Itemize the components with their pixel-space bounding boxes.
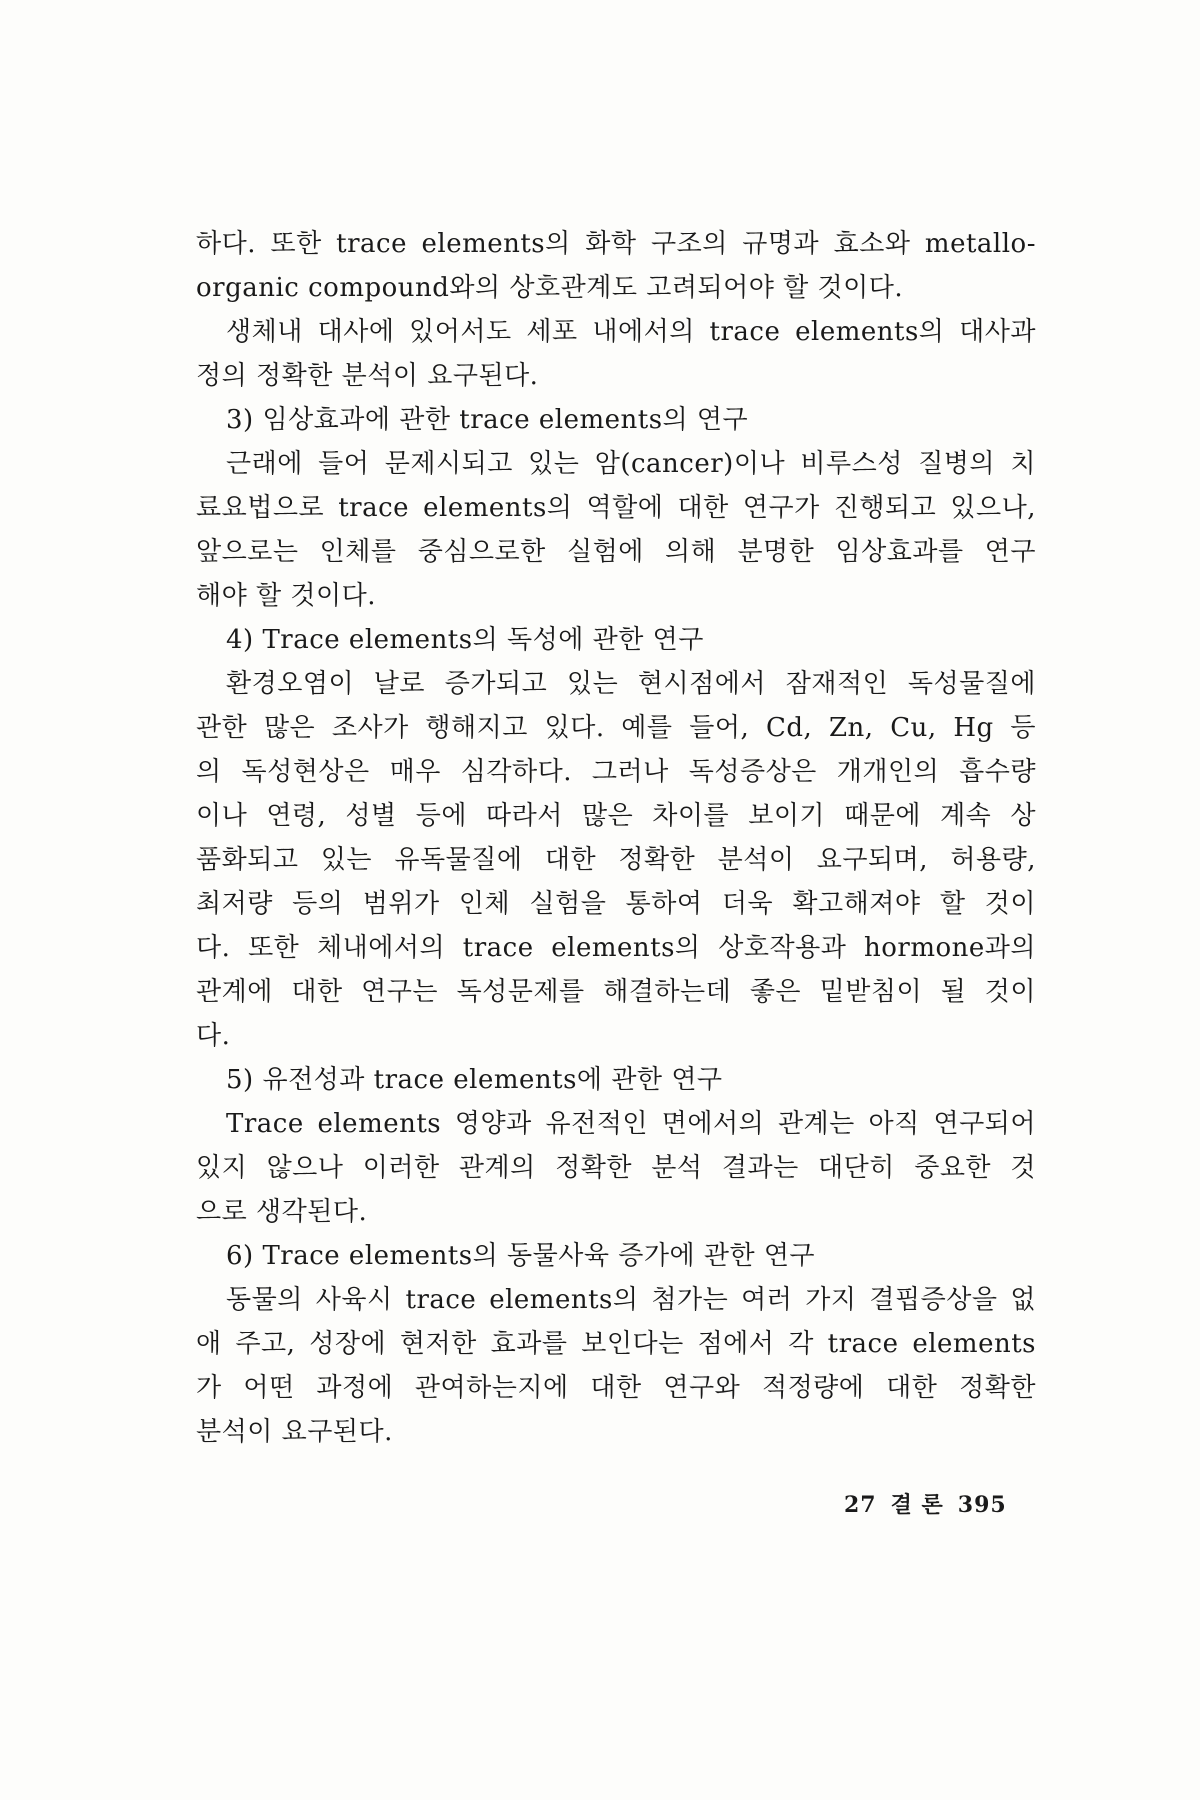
text-line: 환경오염이 날로 증가되고 있는 현시점에서 잠재적인 독성물질에 — [226, 669, 1036, 699]
text-line: 관계에 대한 연구는 독성문제를 해결하는데 좋은 밑받침이 될 것이 — [196, 977, 1036, 1007]
text-line: 동물의 사육시 trace elements의 첨가는 여러 가지 결핍증상을 없 — [226, 1285, 1036, 1315]
chapter-title: 결 론 — [890, 1492, 944, 1518]
text-line: 생체내 대사에 있어서도 세포 내에서의 trace elements의 대사과 — [226, 317, 1036, 347]
text-line: 다. 또한 체내에서의 trace elements의 상호작용과 hormone과의 — [196, 933, 1036, 963]
text-line: 관한 많은 조사가 행해지고 있다. 예를 들어, Cd, Zn, Cu, Hg 등 — [196, 713, 1036, 743]
text-line: 가 어떤 과정에 관여하는지에 대한 연구와 적정량에 대한 정확한 — [196, 1373, 1036, 1403]
chapter-number: 27 — [844, 1492, 877, 1518]
text-line: 료요법으로 trace elements의 역할에 대한 연구가 진행되고 있으나, — [196, 493, 1036, 523]
section-heading: 3) 임상효과에 관한 trace elements의 연구 — [226, 405, 749, 435]
text-line: 앞으로는 인체를 중심으로한 실험에 의해 분명한 임상효과를 연구 — [196, 537, 1036, 567]
body-text — [196, 222, 1036, 1454]
text-line: 이나 연령, 성별 등에 따라서 많은 차이를 보이기 때문에 계속 상 — [196, 801, 1036, 831]
page-footer — [844, 1490, 1007, 1520]
text-line: 의 독성현상은 매우 심각하다. 그러나 독성증상은 개개인의 흡수량 — [196, 757, 1036, 787]
text-line: organic compound와의 상호관계도 고려되어야 할 것이다. — [196, 273, 904, 303]
section-heading: 5) 유전성과 trace elements에 관한 연구 — [226, 1065, 723, 1095]
text-line: 품화되고 있는 유독물질에 대한 정확한 분석이 요구되며, 허용량, — [196, 845, 1036, 875]
text-line: 으로 생각된다. — [196, 1197, 368, 1227]
text-line: 있지 않으나 이러한 관계의 정확한 분석 결과는 대단히 중요한 것 — [196, 1153, 1036, 1183]
section-heading: 4) Trace elements의 독성에 관한 연구 — [226, 625, 704, 655]
text-line: 해야 할 것이다. — [196, 581, 376, 611]
text-line: 하다. 또한 trace elements의 화학 구조의 규명과 효소와 metallo- — [196, 229, 1036, 259]
text-line: Trace elements 영양과 유전적인 면에서의 관계는 아직 연구되어 — [226, 1109, 1036, 1139]
text-line: 최저량 등의 범위가 인체 실험을 통하여 더욱 확고해져야 할 것이 — [196, 889, 1036, 919]
text-line: 근래에 들어 문제시되고 있는 암(cancer)이나 비루스성 질병의 치 — [226, 449, 1036, 479]
section-heading: 6) Trace elements의 동물사육 증가에 관한 연구 — [226, 1241, 816, 1271]
text-line: 분석이 요구된다. — [196, 1417, 393, 1447]
text-line: 애 주고, 성장에 현저한 효과를 보인다는 점에서 각 trace elements — [196, 1329, 1036, 1359]
text-line: 다. — [196, 1021, 231, 1051]
page-number: 395 — [957, 1492, 1007, 1518]
text-line: 정의 정확한 분석이 요구된다. — [196, 361, 539, 391]
